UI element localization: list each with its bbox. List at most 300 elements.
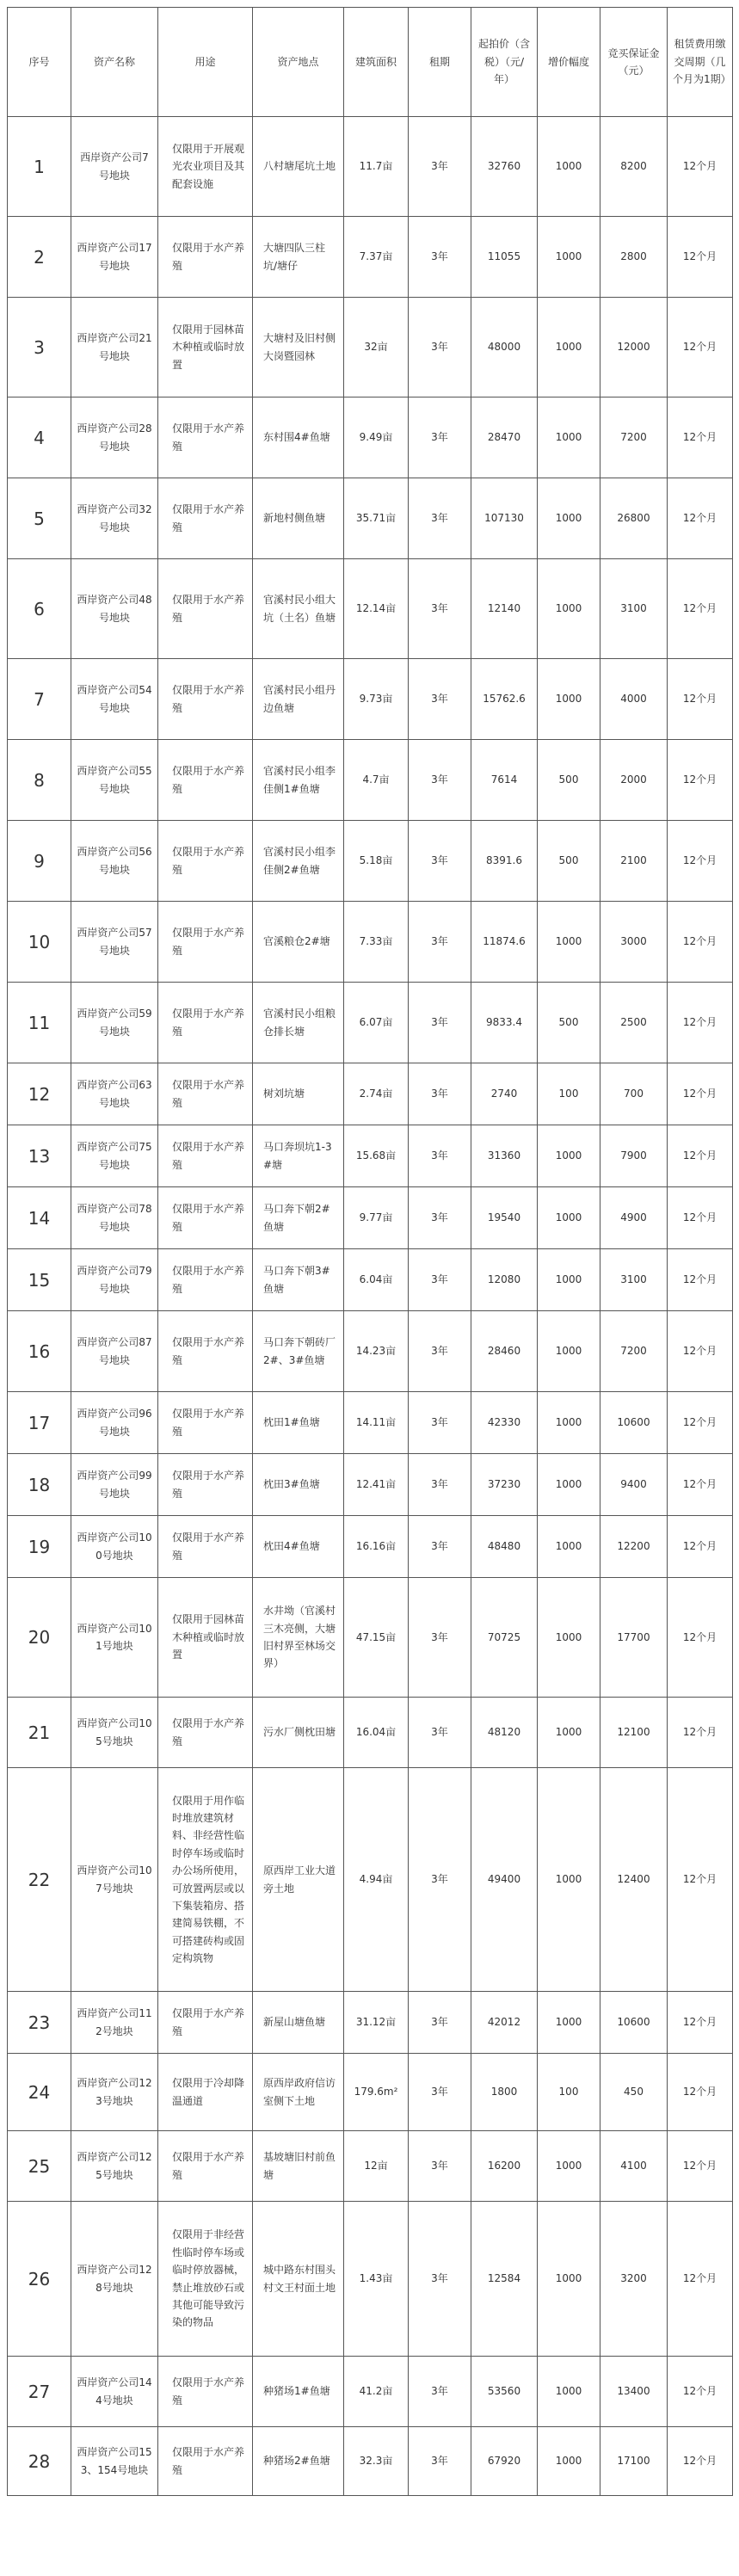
cell-location: 新地村侧鱼塘 <box>253 478 344 559</box>
cell-start-price: 9833.4 <box>471 983 538 1063</box>
cell-index: 26 <box>8 2202 71 2357</box>
cell-term: 3年 <box>409 1063 471 1125</box>
cell-payment-cycle: 12个月 <box>668 1992 733 2054</box>
cell-deposit: 3100 <box>600 559 668 659</box>
cell-start-price: 42012 <box>471 1992 538 2054</box>
cell-term: 3年 <box>409 117 471 217</box>
header-payment-cycle: 租赁费用缴交周期（几个月为1期） <box>668 8 733 117</box>
cell-start-price: 48000 <box>471 298 538 397</box>
cell-term: 3年 <box>409 1578 471 1698</box>
cell-use: 仅限用于水产养殖 <box>158 217 253 298</box>
cell-increment: 1000 <box>538 659 600 740</box>
cell-deposit: 3000 <box>600 902 668 983</box>
cell-asset-name: 西岸资产公司21号地块 <box>71 298 158 397</box>
cell-start-price: 53560 <box>471 2357 538 2427</box>
cell-location: 原西岸工业大道旁土地 <box>253 1768 344 1992</box>
table-row <box>8 298 733 397</box>
table-row <box>8 2357 733 2427</box>
cell-term: 3年 <box>409 1992 471 2054</box>
cell-increment: 100 <box>538 2054 600 2131</box>
table-row <box>8 1063 733 1125</box>
cell-location: 官溪村民小组粮仓排长塘 <box>253 983 344 1063</box>
cell-start-price: 28460 <box>471 1311 538 1392</box>
cell-area: 14.23亩 <box>344 1311 409 1392</box>
table-row <box>8 1992 733 2054</box>
cell-payment-cycle: 12个月 <box>668 1249 733 1311</box>
cell-area: 9.73亩 <box>344 659 409 740</box>
cell-use: 仅限用于水产养殖 <box>158 821 253 902</box>
cell-payment-cycle: 12个月 <box>668 1063 733 1125</box>
cell-term: 3年 <box>409 2054 471 2131</box>
cell-deposit: 8200 <box>600 117 668 217</box>
cell-asset-name: 西岸资产公司59号地块 <box>71 983 158 1063</box>
cell-area: 2.74亩 <box>344 1063 409 1125</box>
cell-payment-cycle: 12个月 <box>668 2357 733 2427</box>
cell-start-price: 11874.6 <box>471 902 538 983</box>
table-row <box>8 1516 733 1578</box>
header-location: 资产地点 <box>253 8 344 117</box>
cell-location: 新屋山塘鱼塘 <box>253 1992 344 2054</box>
cell-payment-cycle: 12个月 <box>668 478 733 559</box>
cell-increment: 1000 <box>538 902 600 983</box>
cell-deposit: 12400 <box>600 1768 668 1992</box>
cell-area: 9.49亩 <box>344 397 409 478</box>
cell-start-price: 11055 <box>471 217 538 298</box>
header-asset-name: 资产名称 <box>71 8 158 117</box>
cell-asset-name: 西岸资产公司32号地块 <box>71 478 158 559</box>
header-deposit: 竞买保证金（元） <box>600 8 668 117</box>
cell-location: 八村塘尾坑土地 <box>253 117 344 217</box>
cell-increment: 1000 <box>538 217 600 298</box>
cell-increment: 1000 <box>538 1578 600 1698</box>
cell-payment-cycle: 12个月 <box>668 1187 733 1249</box>
cell-deposit: 4900 <box>600 1187 668 1249</box>
cell-area: 31.12亩 <box>344 1992 409 2054</box>
cell-payment-cycle: 12个月 <box>668 2427 733 2496</box>
cell-asset-name: 西岸资产公司78号地块 <box>71 1187 158 1249</box>
cell-index: 6 <box>8 559 71 659</box>
header-index: 序号 <box>8 8 71 117</box>
cell-area: 6.04亩 <box>344 1249 409 1311</box>
cell-area: 4.94亩 <box>344 1768 409 1992</box>
cell-start-price: 107130 <box>471 478 538 559</box>
cell-use: 仅限用于水产养殖 <box>158 1992 253 2054</box>
cell-deposit: 17700 <box>600 1578 668 1698</box>
cell-index: 20 <box>8 1578 71 1698</box>
cell-use: 仅限用于水产养殖 <box>158 1454 253 1516</box>
cell-location: 枕田3#鱼塘 <box>253 1454 344 1516</box>
cell-asset-name: 西岸资产公司144号地块 <box>71 2357 158 2427</box>
header-row <box>8 8 733 117</box>
cell-area: 14.11亩 <box>344 1392 409 1454</box>
cell-deposit: 2000 <box>600 740 668 821</box>
cell-index: 3 <box>8 298 71 397</box>
cell-area: 12.41亩 <box>344 1454 409 1516</box>
cell-increment: 500 <box>538 821 600 902</box>
table-row <box>8 1249 733 1311</box>
cell-asset-name: 西岸资产公司101号地块 <box>71 1578 158 1698</box>
cell-payment-cycle: 12个月 <box>668 117 733 217</box>
cell-location: 马口奔下朝2#鱼塘 <box>253 1187 344 1249</box>
cell-payment-cycle: 12个月 <box>668 2131 733 2202</box>
cell-use: 仅限用于水产养殖 <box>158 478 253 559</box>
cell-deposit: 7200 <box>600 397 668 478</box>
table-row <box>8 1768 733 1992</box>
cell-deposit: 13400 <box>600 2357 668 2427</box>
cell-use: 仅限用于水产养殖 <box>158 2427 253 2496</box>
table-row <box>8 2054 733 2131</box>
cell-term: 3年 <box>409 1768 471 1992</box>
cell-asset-name: 西岸资产公司55号地块 <box>71 740 158 821</box>
cell-start-price: 7614 <box>471 740 538 821</box>
cell-increment: 1000 <box>538 1187 600 1249</box>
cell-deposit: 3200 <box>600 2202 668 2357</box>
table-row <box>8 1454 733 1516</box>
cell-use: 仅限用于水产养殖 <box>158 1063 253 1125</box>
cell-term: 3年 <box>409 2202 471 2357</box>
table-row <box>8 1392 733 1454</box>
cell-location: 基坡塘旧村前鱼塘 <box>253 2131 344 2202</box>
cell-use: 仅限用于水产养殖 <box>158 559 253 659</box>
asset-lease-table <box>7 7 733 2496</box>
cell-area: 32.3亩 <box>344 2427 409 2496</box>
cell-start-price: 70725 <box>471 1578 538 1698</box>
cell-payment-cycle: 12个月 <box>668 821 733 902</box>
cell-index: 8 <box>8 740 71 821</box>
cell-increment: 100 <box>538 1063 600 1125</box>
cell-increment: 1000 <box>538 2357 600 2427</box>
cell-index: 25 <box>8 2131 71 2202</box>
cell-payment-cycle: 12个月 <box>668 2054 733 2131</box>
cell-start-price: 12140 <box>471 559 538 659</box>
cell-location: 官溪村民小组李佳侧1#鱼塘 <box>253 740 344 821</box>
cell-location: 东村围4#鱼塘 <box>253 397 344 478</box>
cell-use: 仅限用于水产养殖 <box>158 2357 253 2427</box>
cell-term: 3年 <box>409 1125 471 1187</box>
cell-asset-name: 西岸资产公司56号地块 <box>71 821 158 902</box>
cell-area: 4.7亩 <box>344 740 409 821</box>
cell-increment: 1000 <box>538 1125 600 1187</box>
cell-area: 32亩 <box>344 298 409 397</box>
header-area: 建筑面积 <box>344 8 409 117</box>
cell-deposit: 7200 <box>600 1311 668 1392</box>
cell-area: 5.18亩 <box>344 821 409 902</box>
cell-start-price: 37230 <box>471 1454 538 1516</box>
cell-increment: 1000 <box>538 2131 600 2202</box>
cell-use: 仅限用于水产养殖 <box>158 2131 253 2202</box>
cell-start-price: 12080 <box>471 1249 538 1311</box>
cell-asset-name: 西岸资产公司128号地块 <box>71 2202 158 2357</box>
cell-area: 16.16亩 <box>344 1516 409 1578</box>
cell-index: 1 <box>8 117 71 217</box>
cell-increment: 1000 <box>538 1249 600 1311</box>
cell-increment: 1000 <box>538 1768 600 1992</box>
cell-term: 3年 <box>409 1187 471 1249</box>
cell-use: 仅限用于水产养殖 <box>158 983 253 1063</box>
table-row <box>8 1187 733 1249</box>
cell-increment: 1000 <box>538 1992 600 2054</box>
cell-use: 仅限用于园林苗木种植或临时放置 <box>158 298 253 397</box>
cell-increment: 1000 <box>538 2427 600 2496</box>
cell-deposit: 3100 <box>600 1249 668 1311</box>
cell-area: 7.37亩 <box>344 217 409 298</box>
cell-increment: 1000 <box>538 559 600 659</box>
cell-asset-name: 西岸资产公司105号地块 <box>71 1698 158 1768</box>
table-row <box>8 2131 733 2202</box>
cell-use: 仅限用于水产养殖 <box>158 1311 253 1392</box>
cell-increment: 1000 <box>538 478 600 559</box>
cell-area: 47.15亩 <box>344 1578 409 1698</box>
cell-start-price: 42330 <box>471 1392 538 1454</box>
cell-asset-name: 西岸资产公司123号地块 <box>71 2054 158 2131</box>
cell-index: 4 <box>8 397 71 478</box>
cell-use: 仅限用于水产养殖 <box>158 1187 253 1249</box>
cell-location: 枕田1#鱼塘 <box>253 1392 344 1454</box>
cell-asset-name: 西岸资产公司28号地块 <box>71 397 158 478</box>
cell-term: 3年 <box>409 1311 471 1392</box>
cell-payment-cycle: 12个月 <box>668 397 733 478</box>
cell-location: 马口奔下朝3#鱼塘 <box>253 1249 344 1311</box>
table-row <box>8 2427 733 2496</box>
cell-asset-name: 西岸资产公司79号地块 <box>71 1249 158 1311</box>
cell-payment-cycle: 12个月 <box>668 902 733 983</box>
cell-increment: 500 <box>538 740 600 821</box>
cell-asset-name: 西岸资产公司87号地块 <box>71 1311 158 1392</box>
cell-term: 3年 <box>409 1249 471 1311</box>
cell-asset-name: 西岸资产公司7号地块 <box>71 117 158 217</box>
cell-start-price: 19540 <box>471 1187 538 1249</box>
cell-area: 179.6m² <box>344 2054 409 2131</box>
table-row <box>8 902 733 983</box>
cell-deposit: 4000 <box>600 659 668 740</box>
cell-start-price: 31360 <box>471 1125 538 1187</box>
cell-deposit: 12000 <box>600 298 668 397</box>
cell-index: 19 <box>8 1516 71 1578</box>
cell-term: 3年 <box>409 740 471 821</box>
cell-term: 3年 <box>409 1516 471 1578</box>
cell-index: 17 <box>8 1392 71 1454</box>
cell-area: 1.43亩 <box>344 2202 409 2357</box>
cell-location: 马口奔坝坑1-3#塘 <box>253 1125 344 1187</box>
cell-location: 大塘四队三柱坑/塘仔 <box>253 217 344 298</box>
cell-start-price: 49400 <box>471 1768 538 1992</box>
cell-index: 15 <box>8 1249 71 1311</box>
table-row <box>8 1578 733 1698</box>
table-row <box>8 1311 733 1392</box>
cell-asset-name: 西岸资产公司107号地块 <box>71 1768 158 1992</box>
cell-payment-cycle: 12个月 <box>668 1392 733 1454</box>
cell-start-price: 48120 <box>471 1698 538 1768</box>
cell-term: 3年 <box>409 902 471 983</box>
cell-area: 12亩 <box>344 2131 409 2202</box>
cell-index: 22 <box>8 1768 71 1992</box>
cell-deposit: 2100 <box>600 821 668 902</box>
cell-use: 仅限用于开展观光农业项目及其配套设施 <box>158 117 253 217</box>
cell-term: 3年 <box>409 559 471 659</box>
cell-increment: 1000 <box>538 397 600 478</box>
cell-start-price: 2740 <box>471 1063 538 1125</box>
cell-start-price: 12584 <box>471 2202 538 2357</box>
cell-payment-cycle: 12个月 <box>668 559 733 659</box>
cell-use: 仅限用于冷却降温通道 <box>158 2054 253 2131</box>
cell-index: 9 <box>8 821 71 902</box>
cell-payment-cycle: 12个月 <box>668 983 733 1063</box>
cell-term: 3年 <box>409 478 471 559</box>
cell-index: 28 <box>8 2427 71 2496</box>
cell-use: 仅限用于水产养殖 <box>158 397 253 478</box>
cell-asset-name: 西岸资产公司75号地块 <box>71 1125 158 1187</box>
cell-deposit: 12100 <box>600 1698 668 1768</box>
cell-location: 官溪村民小组李佳侧2#鱼塘 <box>253 821 344 902</box>
cell-asset-name: 西岸资产公司17号地块 <box>71 217 158 298</box>
cell-use: 仅限用于水产养殖 <box>158 1392 253 1454</box>
cell-term: 3年 <box>409 217 471 298</box>
cell-increment: 1000 <box>538 1516 600 1578</box>
cell-start-price: 48480 <box>471 1516 538 1578</box>
header-start-price: 起拍价（含税）（元/年） <box>471 8 538 117</box>
cell-area: 35.71亩 <box>344 478 409 559</box>
cell-payment-cycle: 12个月 <box>668 1698 733 1768</box>
cell-index: 7 <box>8 659 71 740</box>
cell-use: 仅限用于水产养殖 <box>158 659 253 740</box>
cell-index: 2 <box>8 217 71 298</box>
cell-payment-cycle: 12个月 <box>668 740 733 821</box>
cell-use: 仅限用于水产养殖 <box>158 1249 253 1311</box>
cell-deposit: 2800 <box>600 217 668 298</box>
table-row <box>8 217 733 298</box>
cell-index: 18 <box>8 1454 71 1516</box>
cell-term: 3年 <box>409 2427 471 2496</box>
table-row <box>8 478 733 559</box>
cell-index: 21 <box>8 1698 71 1768</box>
cell-payment-cycle: 12个月 <box>668 2202 733 2357</box>
cell-use: 仅限用于水产养殖 <box>158 1698 253 1768</box>
cell-term: 3年 <box>409 1392 471 1454</box>
cell-location: 原西岸政府信访室侧下土地 <box>253 2054 344 2131</box>
cell-increment: 1000 <box>538 298 600 397</box>
cell-asset-name: 西岸资产公司48号地块 <box>71 559 158 659</box>
cell-index: 12 <box>8 1063 71 1125</box>
cell-location: 种猪场2#鱼塘 <box>253 2427 344 2496</box>
cell-deposit: 2500 <box>600 983 668 1063</box>
header-use: 用途 <box>158 8 253 117</box>
cell-increment: 1000 <box>538 1392 600 1454</box>
header-increment: 增价幅度 <box>538 8 600 117</box>
cell-asset-name: 西岸资产公司63号地块 <box>71 1063 158 1125</box>
cell-term: 3年 <box>409 1698 471 1768</box>
cell-index: 23 <box>8 1992 71 2054</box>
cell-term: 3年 <box>409 659 471 740</box>
cell-payment-cycle: 12个月 <box>668 298 733 397</box>
cell-increment: 1000 <box>538 1698 600 1768</box>
cell-index: 27 <box>8 2357 71 2427</box>
cell-use: 仅限用于非经营性临时停车场或临时停放器械，禁止堆放砂石或其他可能导致污染的物品 <box>158 2202 253 2357</box>
cell-asset-name: 西岸资产公司54号地块 <box>71 659 158 740</box>
cell-use: 仅限用于水产养殖 <box>158 1125 253 1187</box>
cell-deposit: 700 <box>600 1063 668 1125</box>
cell-start-price: 8391.6 <box>471 821 538 902</box>
cell-location: 种猪场1#鱼塘 <box>253 2357 344 2427</box>
cell-start-price: 28470 <box>471 397 538 478</box>
table-row <box>8 983 733 1063</box>
header-term: 租期 <box>409 8 471 117</box>
cell-term: 3年 <box>409 983 471 1063</box>
cell-area: 12.14亩 <box>344 559 409 659</box>
cell-location: 马口奔下朝砖厂2#、3#鱼塘 <box>253 1311 344 1392</box>
cell-asset-name: 西岸资产公司96号地块 <box>71 1392 158 1454</box>
cell-payment-cycle: 12个月 <box>668 1311 733 1392</box>
cell-area: 9.77亩 <box>344 1187 409 1249</box>
cell-location: 污水厂侧枕田塘 <box>253 1698 344 1768</box>
cell-use: 仅限用于用作临时堆放建筑材料、非经营性临时停车场或临时办公场所使用，可放置两层或以下集装箱房、搭建简易铁棚，不可搭建砖构或固定构筑物 <box>158 1768 253 1992</box>
cell-deposit: 4100 <box>600 2131 668 2202</box>
cell-use: 仅限用于水产养殖 <box>158 902 253 983</box>
cell-payment-cycle: 12个月 <box>668 217 733 298</box>
cell-index: 10 <box>8 902 71 983</box>
cell-payment-cycle: 12个月 <box>668 1768 733 1992</box>
cell-area: 11.7亩 <box>344 117 409 217</box>
table-row <box>8 2202 733 2357</box>
cell-payment-cycle: 12个月 <box>668 1516 733 1578</box>
cell-start-price: 16200 <box>471 2131 538 2202</box>
cell-increment: 1000 <box>538 2202 600 2357</box>
cell-term: 3年 <box>409 821 471 902</box>
cell-increment: 1000 <box>538 1311 600 1392</box>
cell-term: 3年 <box>409 2357 471 2427</box>
cell-area: 16.04亩 <box>344 1698 409 1768</box>
table-row <box>8 1125 733 1187</box>
cell-index: 5 <box>8 478 71 559</box>
cell-start-price: 15762.6 <box>471 659 538 740</box>
table-row <box>8 117 733 217</box>
cell-asset-name: 西岸资产公司100号地块 <box>71 1516 158 1578</box>
cell-location: 官溪村民小组大坑（土名）鱼塘 <box>253 559 344 659</box>
cell-area: 41.2亩 <box>344 2357 409 2427</box>
cell-deposit: 26800 <box>600 478 668 559</box>
cell-increment: 1000 <box>538 117 600 217</box>
cell-deposit: 7900 <box>600 1125 668 1187</box>
table-row <box>8 397 733 478</box>
cell-asset-name: 西岸资产公司112号地块 <box>71 1992 158 2054</box>
cell-deposit: 17100 <box>600 2427 668 2496</box>
cell-deposit: 450 <box>600 2054 668 2131</box>
cell-location: 大塘村及旧村侧大岗暨园林 <box>253 298 344 397</box>
cell-use: 仅限用于园林苗木种植或临时放置 <box>158 1578 253 1698</box>
cell-deposit: 9400 <box>600 1454 668 1516</box>
cell-asset-name: 西岸资产公司99号地块 <box>71 1454 158 1516</box>
cell-location: 枕田4#鱼塘 <box>253 1516 344 1578</box>
cell-deposit: 10600 <box>600 1392 668 1454</box>
cell-index: 13 <box>8 1125 71 1187</box>
cell-deposit: 12200 <box>600 1516 668 1578</box>
table-row <box>8 740 733 821</box>
cell-payment-cycle: 12个月 <box>668 659 733 740</box>
cell-payment-cycle: 12个月 <box>668 1125 733 1187</box>
cell-location: 水井坳（官溪村三木亮侧，大塘旧村界至林场交界） <box>253 1578 344 1698</box>
cell-increment: 500 <box>538 983 600 1063</box>
cell-index: 16 <box>8 1311 71 1392</box>
cell-term: 3年 <box>409 2131 471 2202</box>
cell-term: 3年 <box>409 397 471 478</box>
cell-payment-cycle: 12个月 <box>668 1454 733 1516</box>
cell-start-price: 1800 <box>471 2054 538 2131</box>
cell-location: 官溪粮仓2#塘 <box>253 902 344 983</box>
cell-use: 仅限用于水产养殖 <box>158 740 253 821</box>
table-row <box>8 659 733 740</box>
cell-location: 官溪村民小组丹边鱼塘 <box>253 659 344 740</box>
cell-location: 城中路东村围头村文王村面土地 <box>253 2202 344 2357</box>
cell-payment-cycle: 12个月 <box>668 1578 733 1698</box>
